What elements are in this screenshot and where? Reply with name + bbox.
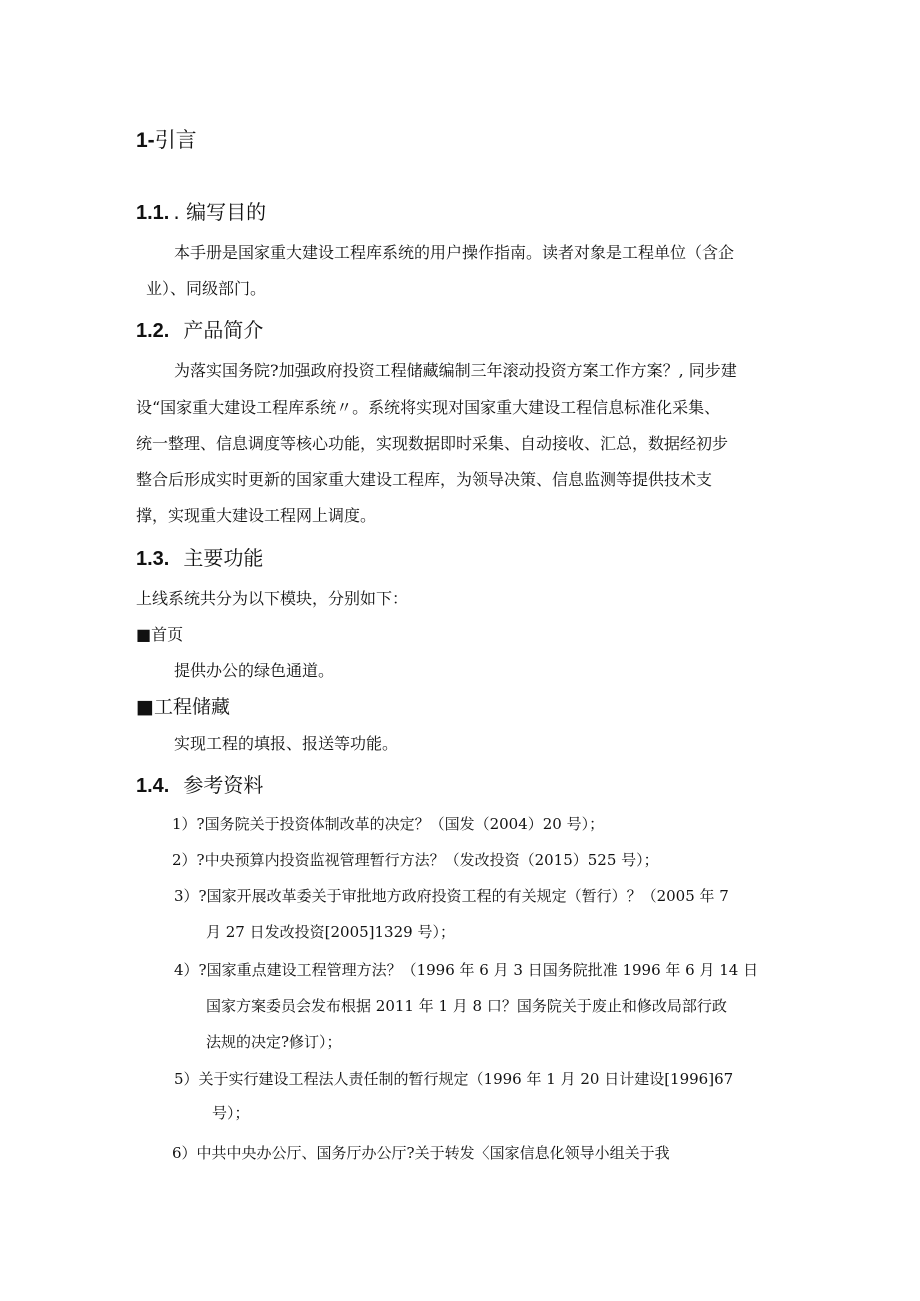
reference-3-line-2: 月 27 日发改投资[2005]1329 号）； <box>206 923 455 941</box>
section-1-3-heading <box>136 542 263 571</box>
section-1-2-para-line-2: 设“国家重大建设工程库系统〃。系统将实现对国家重大建设工程信息标准化采集、 <box>136 398 721 417</box>
section-1-2-para-line-3: 统一整理、信息调度等核心功能，实现数据即时采集、自动接收、汇总，数据经初步 <box>136 434 729 453</box>
section-1-2-para-line-4: 整合后形成实时更新的国家重大建设工程库，为领导决策、信息监测等提供技术支 <box>136 470 713 489</box>
section-1-1-title: . 编写目的 <box>173 200 267 224</box>
heading-1 <box>136 124 197 154</box>
section-1-2-para-line-5: 撑，实现重大建设工程网上调度。 <box>136 506 377 525</box>
heading-1-title: 引言 <box>154 128 197 152</box>
module-home-bullet: ■首页 <box>136 625 184 644</box>
section-1-3-intro: 上线系统共分为以下模块，分别如下： <box>136 589 409 608</box>
section-1-4-number: 1.4. <box>136 775 170 797</box>
heading-1-number: 1- <box>136 129 155 152</box>
reference-2: 2）?中央预算内投资监视管理暂行方法？（发改投资（2015）525 号）； <box>172 851 659 869</box>
module-project-storage-description: 实现工程的填报、报送等功能。 <box>174 734 399 753</box>
reference-6-line-1: 6）中共中央办公厅、国务厅办公厅?关于转发〈国家信息化领导小组关于我 <box>172 1144 670 1162</box>
section-1-1-para-line-1: 本手册是国家重大建设工程库系统的用户操作指南。读者对象是工程单位（含企 <box>174 243 735 262</box>
reference-4-line-1: 4）?国家重点建设工程管理方法？（1996 年 6 月 3 日国务院批准 1996 年 6 月 14 日 <box>174 961 759 979</box>
section-1-4-title: 参考资料 <box>183 773 264 797</box>
reference-1: 1）?国务院关于投资体制改革的决定？（国发（2004）20 号）； <box>172 815 605 833</box>
section-1-1-para-line-2: 业）、同级部门。 <box>146 279 267 298</box>
section-1-2-number: 1.2. <box>136 320 170 342</box>
reference-3-line-1: 3）?国家开展改革委关于审批地方政府投资工程的有关规定（暂行）？（2005 年 7 <box>174 887 729 905</box>
section-1-2-heading <box>136 314 263 343</box>
reference-5-line-2: 号）； <box>212 1104 250 1122</box>
section-1-4-heading <box>136 769 263 798</box>
section-1-2-para-line-1: 为落实国务院?加强政府投资工程储藏编制三年滚动投资方案工作方案？, 同步建 <box>174 361 737 380</box>
section-1-3-number: 1.3. <box>136 548 170 570</box>
reference-4-line-3: 法规的决定?修订）； <box>206 1033 342 1051</box>
module-project-storage-bullet: ■工程储藏 <box>136 696 230 718</box>
section-1-2-title: 产品简介 <box>183 318 264 342</box>
reference-4-line-2: 国家方案委员会发布根据 2011 年 1 月 8 口？国务院关于废止和修改局部行政 <box>206 997 727 1015</box>
module-home-description: 提供办公的绿色通道。 <box>174 661 335 680</box>
reference-5-line-1: 5）关于实行建设工程法人责任制的暂行规定（1996 年 1 月 20 日计建设[1996]67 <box>174 1070 734 1088</box>
section-1-1-number: 1.1. <box>136 202 170 224</box>
section-1-3-title: 主要功能 <box>183 546 264 570</box>
section-1-1-heading <box>136 196 266 225</box>
